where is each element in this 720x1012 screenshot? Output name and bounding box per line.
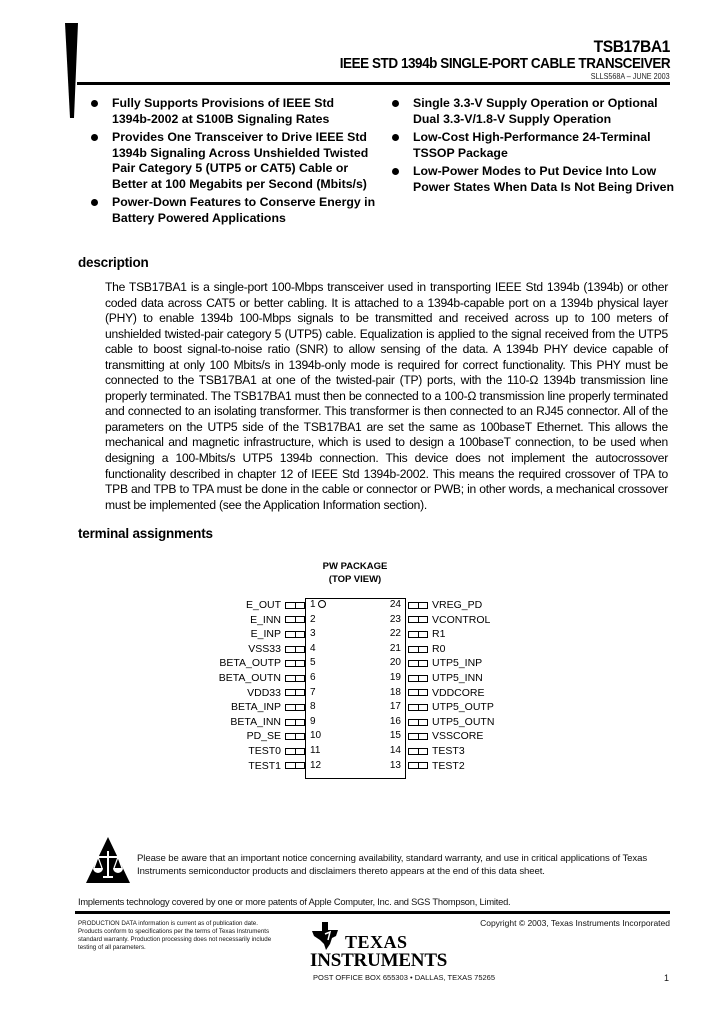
- feature-text: Fully Supports Provisions of IEEE Std 1394b-2002 at S100B Signaling Rates: [112, 96, 335, 126]
- pin-lead-icon: [408, 733, 428, 740]
- pin-right: [408, 715, 494, 730]
- pin-left: [248, 759, 305, 774]
- pin-name: BETA_OUTN: [218, 672, 281, 684]
- pin-name: BETA_INN: [230, 715, 281, 728]
- pin-number: 19: [389, 672, 401, 683]
- pin-right: [408, 642, 445, 657]
- pin-right: [408, 671, 483, 686]
- pin-name: UTP5_INN: [432, 672, 483, 684]
- pin-lead-icon: [408, 660, 428, 667]
- pin-number: 9: [310, 715, 316, 727]
- feature-item: [392, 164, 677, 195]
- footer-rule: [75, 911, 670, 914]
- pin-name: E_OUT: [245, 599, 281, 611]
- pin-number: 21: [389, 642, 401, 654]
- description-heading: description: [78, 255, 149, 270]
- pin-name: UTP5_OUTN: [432, 715, 495, 728]
- pin-name: BETA_INP: [231, 701, 281, 714]
- pin-number: 20: [389, 657, 401, 669]
- pin-lead-icon: [285, 675, 305, 682]
- pin-number: 16: [389, 715, 401, 727]
- pin-name: TEST2: [432, 759, 465, 772]
- feature-item: [91, 195, 376, 226]
- pin-lead-icon: [285, 631, 305, 638]
- ti-logo-texas: TEXAS: [345, 932, 408, 952]
- pin-left: [219, 656, 305, 671]
- pin-lead-icon: [285, 616, 305, 623]
- pin-number: 5: [310, 657, 316, 669]
- pin-lead-icon: [408, 616, 428, 623]
- pin-lead-icon: [408, 646, 428, 653]
- pin-right: [408, 759, 465, 774]
- pin-lead-icon: [285, 660, 305, 667]
- patent-notice: Implements technology covered by one or more patents of Apple Computer, Inc. and SGS Thompson, Limited.: [78, 897, 511, 907]
- pin-name: TEST3: [432, 745, 465, 757]
- pin-lead-icon: [408, 719, 428, 726]
- terminal-assignments-heading: terminal assignments: [78, 526, 213, 541]
- pin-lead-icon: [408, 704, 428, 711]
- pin-lead-icon: [408, 689, 428, 696]
- important-notice-text: Please be aware that an important notice concerning availability, standard warranty, and use in critical applications of Texas Instruments semiconductor products and disclaimers thereto appears at the end of this data sheet.: [137, 853, 648, 877]
- pin-lead-icon: [285, 704, 305, 711]
- ti-logo-instruments: INSTRUMENTS: [310, 950, 448, 971]
- pin-lead-icon: [285, 646, 305, 653]
- production-data-notice: PRODUCTION DATA information is current as of publication date. Products conform to specifications per the terms of Texas Instruments standard warranty. Production processing does not necessarily include testing of all parameters.: [78, 920, 272, 951]
- pin-name: VREG_PD: [432, 599, 483, 611]
- bullet-icon: [392, 168, 399, 175]
- feature-text: Provides One Transceiver to Drive IEEE Std 1394b Signaling Across Unshielded Twisted Pair Category 5 (UTP5 or CAT5) Cable or Better at 100 Megabits per Second (Mbits/s): [112, 130, 369, 191]
- part-number: TSB17BA1: [593, 37, 670, 56]
- feature-item: [91, 96, 376, 127]
- pin-lead-icon: [408, 748, 428, 755]
- document-number: SLLS568A – JUNE 2003: [591, 72, 670, 81]
- pin-number: 24: [389, 599, 401, 610]
- bullet-icon: [392, 100, 399, 107]
- document-title: IEEE STD 1394b SINGLE-PORT CABLE TRANSCEIVER: [339, 55, 670, 72]
- features-left-column: [91, 96, 376, 229]
- pin-left: [251, 627, 305, 642]
- package-name: PW PACKAGE: [322, 561, 388, 572]
- pin-name: UTP5_INP: [432, 657, 483, 670]
- pin-name: VDD33: [247, 686, 281, 699]
- pin-name: R0: [432, 642, 446, 655]
- pin-lead-icon: [285, 602, 305, 609]
- description-body: The TSB17BA1 is a single-port 100-Mbps transceiver used in transporting IEEE Std 1394b (1394b) or other coded data across CAT5 or better cabling. It is attached to a 1394b-capable port on a 1394b physical layer (PHY) to enable 1394b 100-Mbps signals to be transmitted and received across up to 100 meters of unshielded twisted-pair category 5 (UTP5) cable. Equalization is applied to the signal received from the UTP5 cable to boost signal-to-noise ratio (SNR) to allow sensing of the data. A 1394b PHY device capable of transmitting at only 100 Mbits/s in 1394b-only mode is required for correct functionality. This PHY must be connected to the TSB17BA1 at one of the twisted-pair (TP) ports, with the 110-Ω 1394b transmission line properly terminated. The TSB17BA1 must then be connected to a 100-Ω transmission line properly terminated and connected to an isolating transformer. This transformer is then connected to an RJ45 connector. All of the parameters on the UTP5 side of the TSB17BA1 are set the same as 100baseT Ethernet. This allows the mechanical and magnetic infrastructure, which is used to design a 100baseT connection, to be used when designing a 100-Mbits/s UTP5 1394b connection. This device does not implement the autocrossover functionality described in chapter 12 of IEEE Std 1394b-2002. This means the required crossover of TPA to TPB and TPB to TPA must be done in the cable or connector or PWB; in other words, a mechanical crossover must be implemented (see the Application Information section).: [105, 280, 668, 512]
- pin-number: 13: [389, 759, 401, 771]
- pin-name: VDDCORE: [432, 686, 485, 699]
- pin-lead-icon: [285, 748, 305, 755]
- feature-item: [392, 130, 677, 161]
- pin-name: VCONTROL: [432, 613, 491, 626]
- pin-right: [408, 613, 490, 628]
- feature-text: Low-Power Modes to Put Device Into Low Power States When Data Is Not Being Driven: [413, 164, 675, 194]
- pin-lead-icon: [408, 602, 428, 609]
- pin-number: 11: [310, 745, 321, 756]
- pin-right: [408, 686, 485, 701]
- pin-name: PD_SE: [246, 730, 281, 743]
- pin-right: [408, 700, 494, 715]
- feature-text: Power-Down Features to Conserve Energy in Battery Powered Applications: [112, 195, 376, 225]
- pin-number: 14: [389, 745, 401, 756]
- pin-number: 3: [310, 628, 316, 640]
- pin-left: [231, 700, 305, 715]
- pin-name: R1: [432, 628, 446, 641]
- feature-text: Low-Cost High-Performance 24-Terminal TSSOP Package: [413, 130, 651, 160]
- pin-right: [408, 744, 465, 759]
- pin-number: 12: [310, 759, 322, 771]
- pin-lead-icon: [285, 762, 305, 769]
- features-right-column: [392, 96, 677, 198]
- page-number: 1: [663, 973, 669, 983]
- pin-right: [408, 627, 445, 642]
- pin-number: 22: [389, 628, 401, 640]
- feature-item: [392, 96, 677, 127]
- pin-number: 23: [389, 613, 401, 625]
- pin-left: [230, 715, 305, 730]
- pin-number: 1: [310, 599, 316, 610]
- warning-scales-icon: [86, 837, 130, 888]
- copyright: Copyright © 2003, Texas Instruments Incorporated: [480, 918, 670, 928]
- pin-left: [247, 686, 305, 701]
- bullet-icon: [91, 199, 98, 206]
- bullet-icon: [91, 100, 98, 107]
- bullet-icon: [392, 134, 399, 141]
- pin-name: TEST1: [248, 759, 281, 772]
- package-title: [300, 560, 410, 586]
- pin-lead-icon: [408, 762, 428, 769]
- pin-right: [408, 729, 483, 744]
- pin-left: [219, 671, 305, 686]
- pin-right: [408, 598, 482, 613]
- pin-name: VSSCORE: [432, 730, 484, 743]
- pin-number: 7: [310, 686, 316, 698]
- pin-name: UTP5_OUTP: [432, 701, 494, 714]
- pin-number: 4: [310, 642, 316, 654]
- pin-left: [250, 613, 305, 628]
- pin-lead-icon: [285, 719, 305, 726]
- bullet-icon: [91, 134, 98, 141]
- pin-name: E_INN: [250, 613, 281, 626]
- pin-number: 6: [310, 672, 316, 683]
- pin-lead-icon: [408, 675, 428, 682]
- pin-number: 8: [310, 701, 316, 713]
- pin-name: TEST0: [248, 745, 281, 757]
- header-rule: [77, 82, 670, 85]
- pin-number: 17: [389, 701, 401, 713]
- pin1-indicator-icon: [318, 600, 326, 608]
- pin-number: 2: [310, 613, 316, 625]
- pin-number: 10: [310, 730, 322, 742]
- pin-left: [247, 729, 305, 744]
- pin-lead-icon: [285, 733, 305, 740]
- pin-lead-icon: [408, 631, 428, 638]
- pin-number: 15: [389, 730, 401, 742]
- pin-left: [248, 744, 305, 759]
- pin-right: [408, 656, 482, 671]
- feature-text: Single 3.3-V Supply Operation or Optional Dual 3.3-V/1.8-V Supply Operation: [413, 96, 658, 126]
- pin-name: BETA_OUTP: [219, 657, 281, 670]
- ti-address: POST OFFICE BOX 655303 • DALLAS, TEXAS 75265: [313, 973, 496, 982]
- feature-item: [91, 130, 376, 192]
- package-view: (TOP VIEW): [328, 574, 382, 585]
- pin-left: [246, 598, 305, 613]
- pin-name: E_INP: [250, 628, 281, 641]
- pin-number: 18: [389, 686, 401, 698]
- pin-lead-icon: [285, 689, 305, 696]
- pin-left: [248, 642, 305, 657]
- pin-name: VSS33: [248, 642, 281, 655]
